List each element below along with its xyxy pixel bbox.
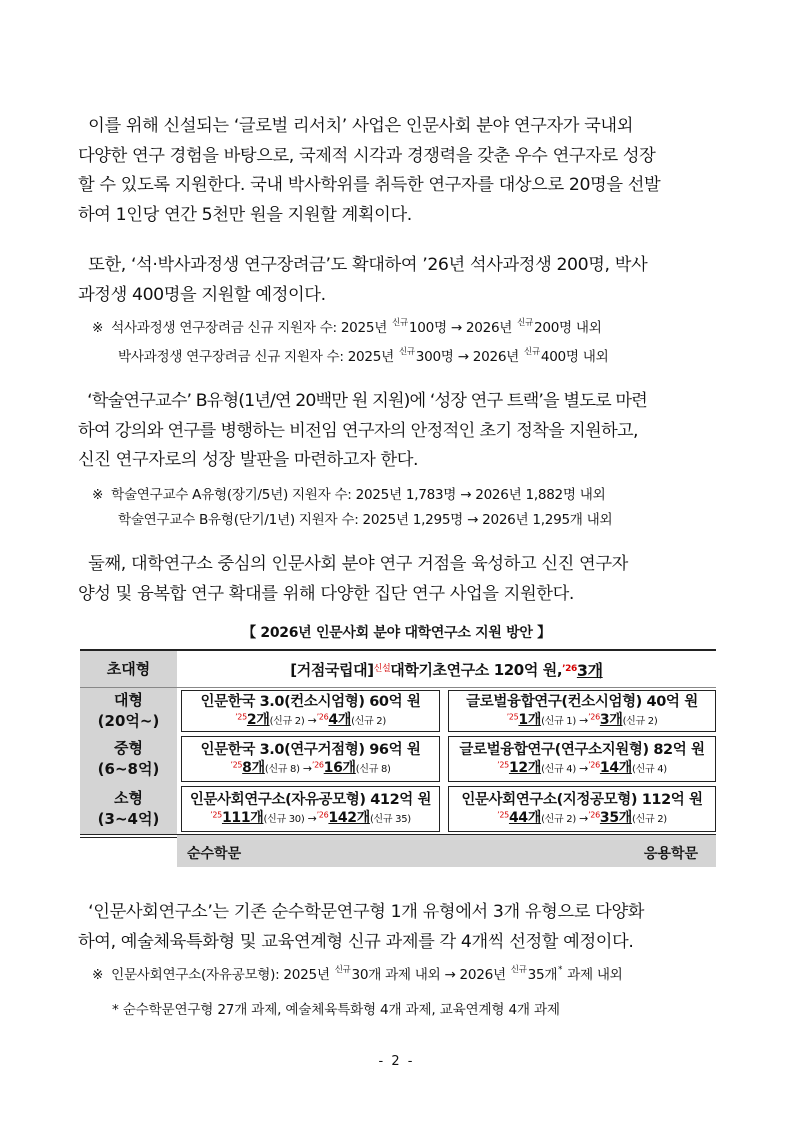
text-line: 할 수 있도록 지원한다. 국내 박사학위를 취득한 연구자를 대상으로 20명을 선발: [78, 175, 661, 195]
paragraph-scholarship: [78, 251, 718, 310]
new-count: (신규 4): [632, 764, 667, 775]
arrow-icon: →: [579, 762, 589, 775]
top-cell-text: 대학기초연구소 120억 원,: [390, 660, 563, 679]
text-line: ‘인문사회연구소’는 기존 순수학문연구형 1개 유형에서 3개 유형으로 다양화: [78, 902, 645, 922]
note-text: 35개: [527, 967, 558, 983]
text-line: ‘학술연구교수’ B유형(1년/연 20백만 원 지원)에 ‘성장 연구 트랙’을 별도로 마련: [78, 391, 647, 411]
new-count: (신규 30): [263, 814, 305, 825]
note-text: 300명 → 2026년: [415, 349, 524, 365]
foot-left-label: 순수학문: [187, 846, 242, 862]
note-text: 400명 내외: [540, 349, 609, 365]
new-count: (신규 8): [355, 764, 391, 775]
count-2026: 3개: [599, 712, 623, 728]
page-number: - 2 -: [378, 1054, 415, 1069]
text-line: 둘째, 대학연구소 중심의 인문사회 분야 연구 거점을 육성하고 신진 연구자: [78, 554, 628, 574]
footnote-breakdown: * 순수학문연구형 27개 과제, 예술체육특화형 4개 과제, 교육연계형 4개 과제: [112, 1002, 560, 1018]
year-sup: ’25: [497, 810, 509, 820]
paragraph-research-professor: [78, 387, 718, 476]
note-institute-free: [92, 963, 622, 983]
note-text: 과제 내외: [563, 967, 623, 983]
note-doctoral: [118, 345, 608, 365]
note-text: 인문사회연구소(자유공모형): 2025년: [111, 967, 334, 983]
top-cell-prefix: [거점국립대]: [290, 660, 374, 679]
note-text: 학술연구교수 A유형(장기/5년) 지원자 수: 2025년 1,783명 → 2026년 1,882명 내외: [111, 487, 606, 503]
new-sup: 신규: [524, 347, 540, 358]
row-head-label: 초대형: [106, 659, 151, 678]
row-head-small: [80, 784, 177, 834]
text-line: 하여 1인당 연간 5천만 원을 지원할 계획이다.: [78, 204, 412, 225]
arrow-icon: →: [579, 812, 589, 825]
text-line: 양성 및 융복합 연구 확대를 위해 다양한 집단 연구 사업을 지원한다.: [78, 583, 574, 604]
row-head-medium: [80, 734, 177, 784]
paragraph-global-research: [78, 112, 718, 230]
cell-humanities-social-free: [181, 786, 440, 832]
cell-humanities-korea-consortium: [181, 690, 440, 732]
note-mark: ※: [92, 487, 104, 503]
new-sup: 신규: [398, 347, 415, 358]
new-sup: 신규: [517, 318, 533, 329]
row-head-range: (3~4억): [97, 810, 160, 828]
year-sup: ’26: [588, 712, 600, 722]
text-line: 하여 강의와 연구를 병행하는 비전임 연구자의 안정적인 초기 정착을 지원하고,: [78, 420, 638, 441]
row-head-label: 중형: [114, 739, 143, 757]
new-sup: 신규: [334, 965, 351, 976]
row-head-large: [80, 688, 177, 734]
count-2025: 111개: [221, 810, 264, 826]
cell-program-name: 글로벌융합연구(연구소지원형) 82억 원: [459, 742, 705, 758]
cell-program-name: 글로벌융합연구(컨소시엄형) 40억 원: [466, 694, 698, 710]
count-2026: 16개: [323, 760, 356, 776]
table-title: 【 2026년 인문사회 분야 대학연구소 지원 방안 】: [242, 625, 551, 641]
cell-program-name: 인문사회연구소(자유공모형) 412억 원: [189, 792, 432, 808]
table-foot-band: [177, 835, 716, 867]
text-line: 과정생 400명을 지원할 예정이다.: [78, 284, 326, 305]
note-text: 200명 내외: [534, 320, 602, 336]
cell-global-convergence-consortium: [448, 690, 716, 732]
text-line: 하여, 예술체육특화형 및 교육연계형 신규 과제를 각 4개씩 선정할 예정이다.: [78, 931, 634, 952]
support-plan-table: [80, 649, 716, 869]
year-sup: ’25: [497, 760, 509, 770]
note-text: 100명 → 2026년: [408, 320, 517, 336]
cell-program-name: 인문한국 3.0(연구거점형) 96억 원: [200, 742, 421, 758]
count-2025: 1개: [518, 712, 542, 728]
arrow-icon: →: [307, 714, 317, 727]
cell-program-name: 인문사회연구소(지정공모형) 112억 원: [461, 792, 703, 808]
year-sup: ’26: [588, 810, 600, 820]
new-count: (신규 2): [269, 716, 305, 727]
arrow-icon: →: [579, 714, 589, 727]
new-count: (신규 1): [541, 716, 576, 727]
top-cell-count: 3개: [576, 660, 603, 680]
row-head-range: (6~8억): [97, 760, 160, 778]
year-sup: ’26: [588, 760, 600, 770]
cell-count: [497, 760, 667, 778]
note-text: 석사과정생 연구장려금 신규 지원자 수: 2025년: [111, 320, 392, 336]
new-count: (신규 8): [264, 764, 300, 775]
cell-humanities-korea-hub: [181, 736, 440, 782]
cell-count: [235, 712, 386, 730]
year-sup: ’26: [311, 760, 324, 770]
text-line: 이를 위해 신설되는 ‘글로벌 리서치’ 사업은 인문사회 분야 연구자가 국내외: [78, 116, 634, 136]
note-text: 박사과정생 연구장려금 신규 지원자 수: 2025년: [118, 349, 398, 365]
new-sup: 신규: [510, 965, 527, 976]
count-2025: 8개: [242, 760, 265, 776]
arrow-icon: →: [307, 812, 317, 825]
foot-right-label: 응용학문: [643, 846, 698, 862]
new-count: (신규 4): [541, 764, 576, 775]
count-2026: 35개: [599, 810, 632, 826]
count-2025: 12개: [508, 760, 542, 776]
new-count: (신규 2): [622, 716, 658, 727]
text-line: 다양한 연구 경험을 바탕으로, 국제적 시각과 경쟁력을 갖춘 우수 연구자로 성장: [78, 145, 656, 166]
note-type-b: [118, 508, 612, 528]
note-mark: ※: [92, 967, 104, 983]
year-sup: ’25: [235, 712, 247, 722]
note-text: 학술연구교수 B유형(단기/1년) 지원자 수: 2025년 1,295명 → 2026년 1,295개 내외: [118, 512, 613, 528]
year-sup: ’25: [210, 810, 222, 820]
new-count: (신규 2): [351, 716, 386, 727]
row-head-label: 소형: [114, 789, 143, 807]
asterisk-sup: *: [558, 965, 563, 976]
count-2026: 142개: [328, 810, 370, 826]
cell-count: [230, 760, 390, 778]
new-count: (신규 35): [369, 814, 411, 825]
note-masters: [92, 316, 602, 336]
count-2026: 4개: [328, 712, 352, 728]
year-sup: ’25: [230, 760, 243, 770]
paragraph-university-institutes: [78, 550, 718, 609]
note-text: 30개 과제 내외 → 2026년: [351, 967, 510, 983]
note-type-a: [92, 483, 605, 503]
row-head-label: 대형: [114, 691, 143, 709]
note-mark: ※: [92, 320, 104, 336]
cell-program-name: 인문한국 3.0(컨소시엄형) 60억 원: [200, 694, 421, 710]
count-2026: 14개: [599, 760, 632, 776]
new-count: (신규 2): [632, 814, 667, 825]
new-count: (신규 2): [541, 814, 576, 825]
cell-global-convergence-institute: [448, 736, 716, 782]
count-2025: 2개: [246, 712, 270, 728]
paragraph-institute-types: [78, 898, 718, 957]
cell-count: [210, 810, 411, 828]
count-2025: 44개: [508, 810, 542, 826]
cell-count: [507, 712, 658, 730]
year-sup: ’26: [316, 712, 329, 722]
cell-count: [497, 810, 667, 828]
new-sup: 신규: [392, 318, 408, 329]
text-line: 또한, ‘석·박사과정생 연구장려금’도 확대하여 ’26년 석사과정생 200명, 박사: [78, 255, 648, 275]
text-line: 신진 연구자로의 성장 발판을 마련하고자 한다.: [78, 450, 419, 470]
arrow-icon: →: [302, 762, 312, 775]
year-sup: ’26: [316, 810, 329, 820]
row-head-extra-large: [80, 651, 177, 687]
year-sup: ’25: [506, 712, 519, 722]
row-head-range: (20억~): [97, 712, 160, 730]
top-row-cell: [거점국립대] 신설 대학기초연구소 120억 원, ’26 3개: [177, 651, 716, 687]
cell-humanities-social-designated: [448, 786, 716, 832]
